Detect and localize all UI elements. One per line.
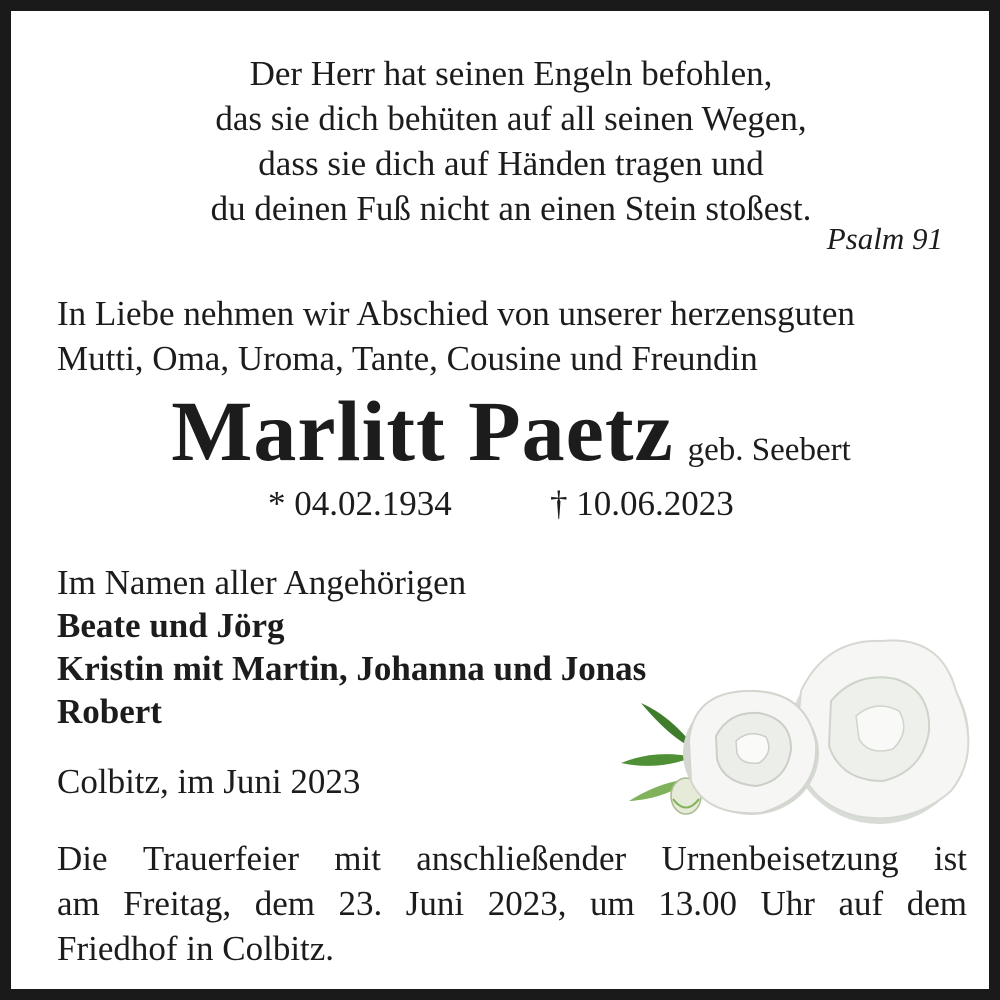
- verse-source: Psalm 91: [826, 221, 943, 256]
- bible-verse: [71, 51, 951, 231]
- service-word: auf: [838, 884, 884, 923]
- service-word: Freitag,: [123, 884, 232, 923]
- service-word: 23.: [338, 884, 383, 923]
- service-word: 2023,: [487, 884, 567, 923]
- service-word: um: [589, 884, 635, 923]
- service-word: am: [57, 884, 100, 923]
- farewell-intro: [57, 291, 969, 381]
- service-line-2: [57, 881, 967, 926]
- verse-line: das sie dich behüten auf all seinen Wegen,: [215, 99, 807, 138]
- mourner-name: Beate und Jörg: [57, 606, 285, 645]
- place-date: Colbitz, im Juni 2023: [57, 762, 361, 801]
- deceased-name-line: [11, 383, 1000, 479]
- verse-line: Der Herr hat seinen Engeln befohlen,: [249, 54, 773, 93]
- verse-line: dass sie dich auf Händen tragen und: [258, 144, 764, 183]
- leaf-shape: [621, 754, 693, 766]
- rose-right: [789, 640, 969, 824]
- service-word: dem: [254, 884, 315, 923]
- service-word: Juni: [405, 884, 465, 923]
- mourners-intro: Im Namen aller Angehörigen: [57, 563, 467, 602]
- mourner-name: Kristin mit Martin, Johanna und Jonas: [57, 649, 647, 688]
- service-word: 13.00: [658, 884, 737, 923]
- mourners-block: [57, 561, 646, 733]
- funeral-service-info: [57, 836, 967, 971]
- service-word: ist: [933, 839, 967, 878]
- intro-line: In Liebe nehmen wir Abschied von unserer herzensguten: [57, 294, 855, 333]
- service-word: dem: [906, 884, 967, 923]
- rose-left: [683, 691, 819, 815]
- service-word: Die: [57, 839, 108, 878]
- service-word: Trauerfeier: [142, 839, 299, 878]
- birth-date: * 04.02.1934: [268, 484, 452, 523]
- service-line-1: [57, 836, 967, 881]
- service-word: Urnenbeisetzung: [661, 839, 899, 878]
- verse-line: du deinen Fuß nicht an einen Stein stoßest.: [210, 189, 812, 228]
- service-word: Uhr: [760, 884, 815, 923]
- mourner-name: Robert: [57, 692, 162, 731]
- intro-line: Mutti, Oma, Uroma, Tante, Cousine und Freundin: [57, 339, 758, 378]
- service-word: mit: [334, 839, 381, 878]
- white-roses-icon: [611, 631, 981, 831]
- deceased-name: Marlitt Paetz: [171, 383, 674, 479]
- service-word: anschließender: [416, 839, 627, 878]
- maiden-name: geb. Seebert: [687, 432, 851, 468]
- death-date: † 10.06.2023: [550, 484, 734, 523]
- service-line-3: Friedhof in Colbitz.: [57, 929, 335, 968]
